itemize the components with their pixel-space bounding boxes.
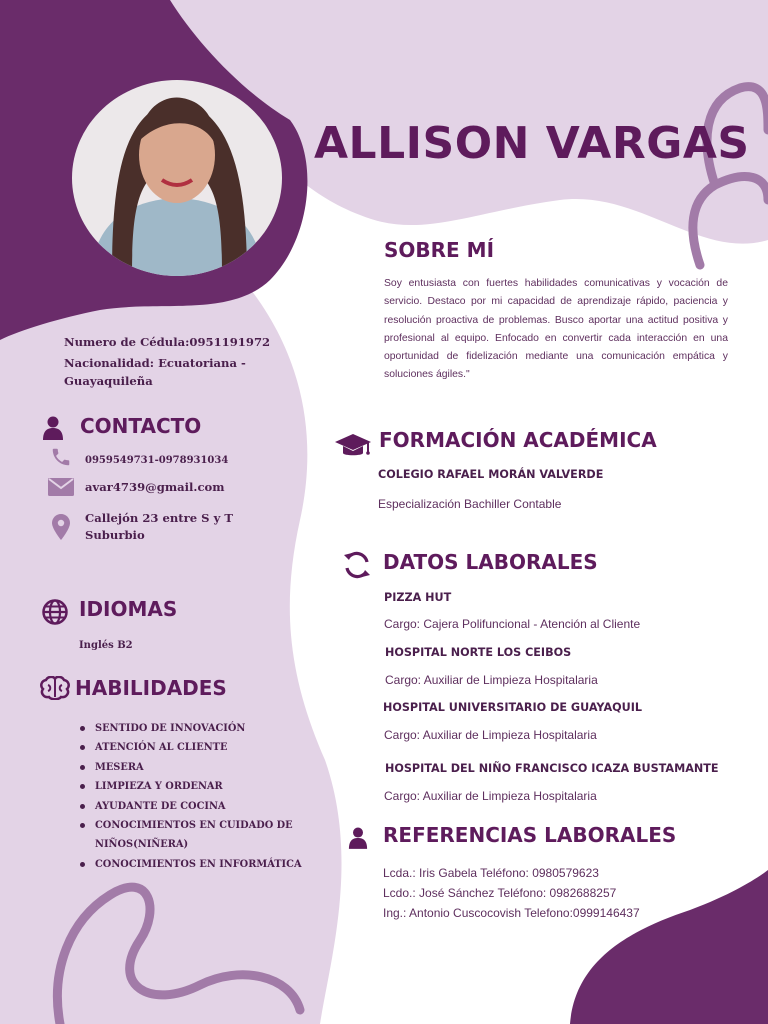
mail-icon [48,478,74,496]
contact-title: CONTACTO [80,414,202,438]
job-place: HOSPITAL NORTE LOS CEIBOS [385,646,572,659]
languages-title: IDIOMAS [79,597,178,621]
email-text: avar4739@gmail.com [85,480,225,494]
skill-item: CONOCIMIENTOS EN CUIDADO DE NIÑOS(NIÑERA) [80,816,320,855]
sync-icon [342,550,372,580]
phone-icon [50,446,72,468]
about-text: Soy entusiasta con fuertes habilidades comunicativas y vocación de servicio. Destaco por mi capacidad de aprendizaje rápido, paciencia y resolución proactiva de problemas. Busco aportar una actitud positiva y profesional al equipo. Enfocado en convertir cada interacción en una oportunidad de fidelización mediante una comunicación empática y soluciones ágiles." [384,278,728,381]
cedula: Numero de Cédula:0951191972 [64,335,271,349]
skill-item: SENTIDO DE INNOVACIÓN [80,719,320,738]
reference-item: Ing.: Antonio Cuscocovish Telefono:0999146437 [383,906,640,920]
job-place: HOSPITAL DEL NIÑO FRANCISCO ICAZA BUSTAMANTE [385,762,719,775]
graduation-cap-icon [334,433,372,459]
location-pin-icon [52,514,70,540]
job-role: Cargo: Auxiliar de Limpieza Hospitalaria [384,789,597,803]
brain-icon [40,676,70,700]
candidate-name: ALLISON VARGAS [314,118,750,169]
job-place: PIZZA HUT [384,591,452,604]
profile-photo [72,80,282,276]
skill-item: CONOCIMIENTOS EN INFORMÁTICA [80,855,320,874]
job-role: Cargo: Auxiliar de Limpieza Hospitalaria [384,728,597,742]
skills-title: HABILIDADES [75,676,227,700]
about-title: SOBRE MÍ [384,238,495,262]
skill-item: MESERA [80,758,320,777]
language-item: Inglés B2 [79,640,133,651]
reference-item: Lcdo.: José Sánchez Teléfono: 0982688257 [383,886,617,900]
skill-item: ATENCIÓN AL CLIENTE [80,738,320,757]
skills-list [80,719,320,874]
globe-icon [42,599,68,625]
job-role: Cargo: Cajera Polifuncional - Atención al Cliente [384,617,641,631]
job-role: Cargo: Auxiliar de Limpieza Hospitalaria [385,673,598,687]
address-text: Callejón 23 entre S y T Suburbio [85,511,233,542]
person-icon [348,826,368,850]
reference-item: Lcda.: Iris Gabela Teléfono: 0980579623 [383,866,599,880]
education-title: FORMACIÓN ACADÉMICA [379,428,657,452]
nationality: Nacionalidad: Ecuatoriana -Guayaquileña [64,356,246,388]
person-icon [42,416,64,440]
degree: Especialización Bachiller Contable [378,497,562,511]
references-title: REFERENCIAS LABORALES [383,823,677,847]
school-name: COLEGIO RAFAEL MORÁN VALVERDE [378,468,604,481]
skill-item: AYUDANTE DE COCINA [80,797,320,816]
phone-text: 0959549731-0978931034 [85,455,229,466]
job-place: HOSPITAL UNIVERSITARIO DE GUAYAQUIL [383,701,642,714]
skill-item: LIMPIEZA Y ORDENAR [80,777,320,796]
work-title: DATOS LABORALES [383,550,598,574]
